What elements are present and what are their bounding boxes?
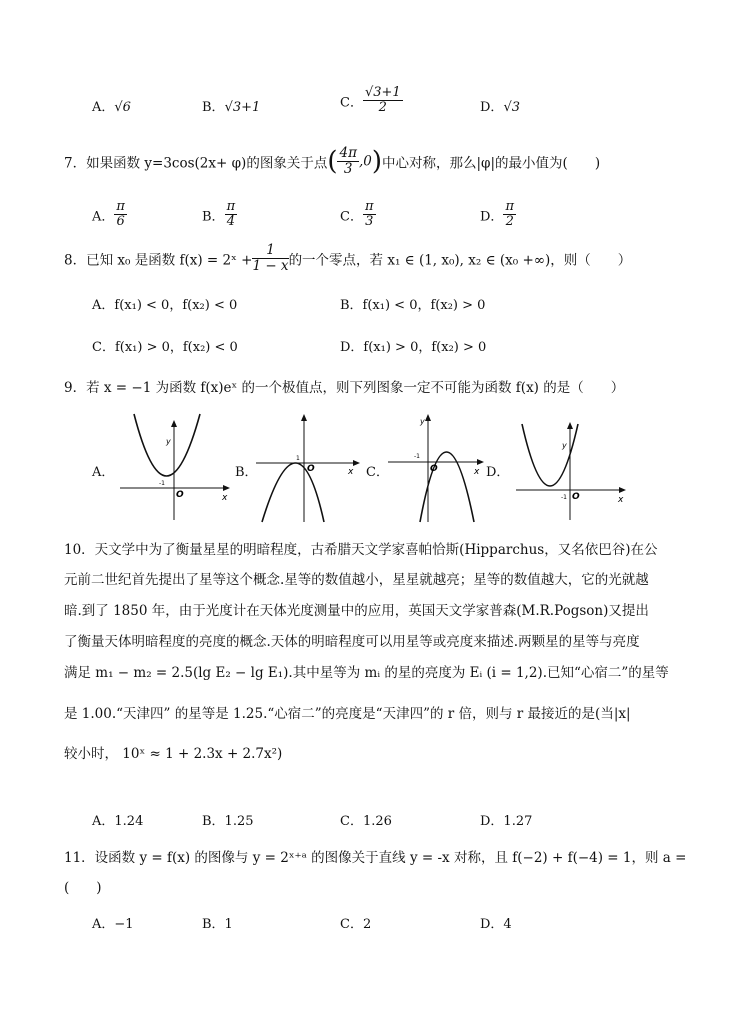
- q7-option-d: [480, 200, 516, 230]
- q6-d-value: √3: [503, 100, 520, 115]
- graph-b-x-arrow: [353, 460, 360, 466]
- graph-d-neg1: -1: [561, 494, 567, 501]
- q7-b-num: π: [226, 199, 236, 214]
- graph-c-x-arrow: [477, 459, 484, 465]
- q8-option-c: C．f(x₁) > 0，f(x₂) < 0: [92, 340, 238, 355]
- q11-option-c: C．2: [340, 917, 372, 932]
- q6-c-label: C．: [340, 95, 363, 111]
- q7-a-den: 6: [116, 214, 125, 230]
- q7-d-num: π: [505, 199, 514, 214]
- graph-c-origin: O: [430, 464, 438, 474]
- q10-option-c: C．1.26: [340, 814, 392, 829]
- graph-d-x-arrow: [619, 487, 626, 493]
- q6-c-denominator: 2: [378, 100, 387, 116]
- q6-option-b: [202, 96, 260, 115]
- q10-line-7: 较小时， 10ˣ ≈ 1 + 2.3x + 2.7x²): [64, 746, 283, 762]
- graph-d-y-arrow: [567, 422, 573, 429]
- q7-stem-pre: 7．如果函数 y=3cos(2x+ φ)的图象关于点: [64, 155, 328, 172]
- q6-d-label: D．: [480, 100, 504, 115]
- q6-c-fraction: [363, 86, 403, 116]
- q7-d-fraction: [503, 200, 516, 230]
- q6-option-a: [92, 96, 131, 115]
- q9-label-d: D．: [486, 465, 510, 480]
- graph-a-origin: O: [176, 490, 184, 500]
- graph-b-y-arrow: [301, 414, 307, 421]
- graph-a-x-label: x: [222, 493, 228, 503]
- q7-option-b: [202, 200, 237, 230]
- q6-a-label: A．: [92, 100, 115, 115]
- graph-a-y-label: y: [166, 437, 171, 446]
- q7-paren-open: (: [327, 146, 338, 177]
- q7-b-den: 4: [226, 214, 235, 230]
- q10-option-a: A．1.24: [92, 814, 144, 829]
- graph-c-y-label: y: [420, 417, 425, 426]
- q8-frac-num: 1: [252, 243, 288, 259]
- q7-c-den: 3: [365, 214, 374, 230]
- graph-b-x-label: x: [348, 467, 354, 477]
- q7-stem-post: 中心对称，那么|φ|的最小值为( ): [382, 155, 601, 172]
- q7-a-fraction: [114, 200, 127, 230]
- q7-d-label: D．: [480, 209, 504, 225]
- graph-a-x-arrow: [223, 485, 230, 491]
- q10-line-2: 元前二世纪首先提出了星等这个概念.星等的数值越小，星星就越亮；星等的数值越大，它的光就越: [64, 572, 649, 588]
- q10-line-5: 满足 m₁ − m₂ = 2.5(lg E₂ − lg E₁).其中星等为 mᵢ 的星的亮度为 Eᵢ (i = 1,2).已知“心宿二”的星等: [64, 665, 669, 681]
- q7-c-num: π: [364, 199, 374, 214]
- q11-option-b: B．1: [202, 917, 233, 932]
- q7-point-tail: ,0: [358, 153, 372, 170]
- q9-graph-a: [116, 410, 234, 524]
- q8-stem-pre: 8．已知 x₀ 是函数 f(x) = 2ˣ +: [64, 252, 253, 269]
- q7-b-label: B．: [202, 209, 225, 225]
- q10-line-1: 10．天文学中为了衡量星星的明暗程度，古希腊天文学家喜帕恰斯(Hipparchus，又名依巴谷)在公: [64, 542, 658, 558]
- q10-option-d: D．1.27: [480, 814, 533, 829]
- q9-label-b: B．: [235, 465, 258, 480]
- q9-label-a: A．: [92, 465, 115, 480]
- q8-option-d: D．f(x₁) > 0，f(x₂) > 0: [340, 340, 487, 355]
- q10-line-3: 暗.到了 1850 年，由于光度计在天体光度测量中的应用，英国天文学家普森(M.R.Pogson)又提出: [64, 603, 649, 619]
- q8-frac-den: 1 − x: [252, 257, 289, 274]
- q6-b-value: √3+1: [224, 100, 261, 115]
- q10-line-4: 了衡量天体明暗程度的亮度的概念.天体的明暗程度可以用星等或亮度来描述.两颗星的星等与亮度: [64, 634, 640, 650]
- graph-d-y-label: y: [562, 441, 567, 450]
- q8-option-b: B．f(x₁) < 0，f(x₂) > 0: [340, 298, 486, 313]
- q7-c-label: C．: [340, 209, 363, 225]
- q7-a-label: A．: [92, 209, 115, 225]
- q7-option-c: [340, 200, 376, 230]
- graph-b-one: 1: [296, 455, 300, 462]
- q11-line-2: ( ): [64, 880, 102, 896]
- q7-d-den: 2: [505, 214, 514, 230]
- graph-c-neg1: -1: [414, 453, 420, 460]
- q11-line-1: 11．设函数 y = f(x) 的图像与 y = 2ˣ⁺ᵃ 的图像关于直线 y = -x 对称，且 f(−2) + f(−4) = 1，则 a =: [64, 850, 687, 866]
- graph-c-x-label: x: [474, 467, 480, 477]
- q7-b-fraction: [225, 200, 238, 230]
- q6-c-numerator: √3+1: [364, 85, 401, 100]
- q6-option-d: [480, 96, 520, 115]
- q7-option-a: [92, 200, 127, 230]
- graph-c-y-arrow: [425, 414, 431, 421]
- q7-paren-close: ): [371, 146, 382, 177]
- q8-stem-post: 的一个零点，若 x₁ ∈ (1, x₀), x₂ ∈ (x₀ +∞)，则（ ）: [288, 252, 632, 269]
- q7-a-num: π: [116, 199, 125, 214]
- q8-fraction: [252, 243, 288, 274]
- q7-c-fraction: [363, 200, 376, 230]
- q7-point-fraction: [337, 146, 358, 177]
- q6-option-c: [340, 86, 403, 116]
- graph-a-neg1: -1: [159, 480, 165, 487]
- q6-b-label: B．: [202, 100, 225, 115]
- q7-point-num: 4π: [339, 145, 357, 161]
- q6-a-value: √6: [114, 100, 131, 115]
- q10-option-b: B．1.25: [202, 814, 254, 829]
- q7-point-den: 3: [343, 160, 353, 177]
- q9-graph-d: [512, 410, 630, 524]
- q9-stem: 9．若 x = −1 为函数 f(x)eˣ 的一个极值点，则下列图象一定不可能为函数 f(x) 的是（ ）: [64, 380, 625, 396]
- q9-graph-c: [386, 410, 486, 524]
- graph-d-origin: O: [572, 492, 580, 502]
- q8-stem: [64, 243, 631, 274]
- graph-d-x-label: x: [618, 495, 624, 505]
- q10-line-6: 是 1.00.“天津四” 的星等是 1.25.“心宿二”的亮度是“天津四”的 r 倍，则与 r 最接近的是(当|x|: [64, 706, 631, 722]
- graph-a-y-arrow: [171, 420, 177, 427]
- q8-option-a: A．f(x₁) < 0，f(x₂) < 0: [92, 298, 238, 313]
- q11-option-d: D．4: [480, 917, 512, 932]
- q7-stem: [64, 146, 600, 177]
- q9-graph-b: [252, 410, 364, 524]
- q9-label-c: C．: [366, 465, 389, 480]
- q11-option-a: A．−1: [92, 917, 134, 932]
- graph-b-origin: O: [307, 464, 315, 474]
- graph-b-curve: [262, 463, 324, 522]
